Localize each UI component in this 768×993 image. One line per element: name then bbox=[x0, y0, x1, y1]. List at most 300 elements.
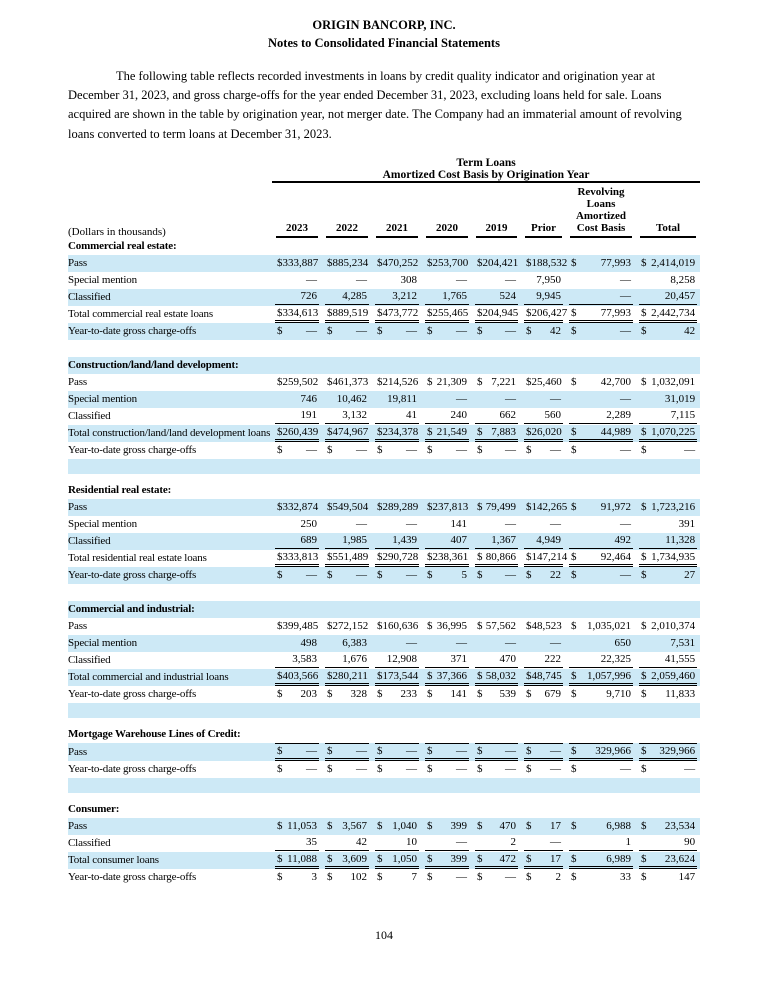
amount-value: — bbox=[456, 870, 467, 883]
table-row bbox=[68, 499, 700, 516]
currency-symbol: $ bbox=[277, 425, 283, 438]
amount-cell bbox=[272, 835, 322, 852]
amount-cell bbox=[566, 442, 636, 459]
amount bbox=[375, 256, 419, 271]
amount bbox=[639, 289, 697, 305]
amount bbox=[325, 443, 369, 458]
amount-cell bbox=[372, 761, 422, 778]
amount bbox=[569, 533, 633, 549]
amount-value: 560 bbox=[544, 409, 561, 422]
row-label: Year-to-date gross charge-offs bbox=[68, 323, 272, 340]
amount-cell bbox=[322, 635, 372, 652]
amount-cell bbox=[372, 818, 422, 835]
amount-value: 1,765 bbox=[442, 290, 467, 303]
amount-value: 403,566 bbox=[282, 669, 319, 682]
currency-symbol: $ bbox=[327, 256, 333, 269]
amount-cell bbox=[422, 567, 472, 584]
amount-value: 7 bbox=[411, 870, 417, 883]
amount-cell bbox=[636, 743, 700, 761]
currency-symbol: $ bbox=[377, 870, 383, 883]
currency-symbol: $ bbox=[377, 669, 383, 682]
column-header-8 bbox=[636, 182, 700, 238]
currency-symbol: $ bbox=[641, 568, 647, 581]
amount-value: 1,057,996 bbox=[587, 669, 631, 682]
amount-cell bbox=[472, 533, 521, 550]
currency-symbol: $ bbox=[327, 870, 333, 883]
amount-cell bbox=[636, 499, 700, 516]
amount-cell bbox=[521, 255, 566, 272]
header-spacer bbox=[68, 169, 272, 182]
amount-cell bbox=[422, 686, 472, 703]
amount-cell bbox=[422, 550, 472, 567]
amount bbox=[569, 687, 633, 702]
amount-value: 234,378 bbox=[382, 425, 419, 438]
currency-symbol: $ bbox=[477, 852, 483, 865]
currency-symbol: $ bbox=[571, 687, 577, 700]
amount-cell bbox=[472, 686, 521, 703]
currency-symbol: $ bbox=[526, 425, 532, 438]
amount-cell bbox=[272, 818, 322, 835]
amount-value: — bbox=[620, 517, 631, 530]
amount bbox=[639, 568, 697, 583]
amount-cell bbox=[636, 408, 700, 425]
amount-value: 20,457 bbox=[664, 290, 696, 303]
amount-value: — bbox=[456, 392, 467, 405]
table-row bbox=[68, 550, 700, 567]
amount bbox=[475, 375, 518, 390]
amount bbox=[425, 375, 469, 390]
amount bbox=[475, 324, 518, 339]
amount bbox=[275, 669, 319, 686]
amount-value: 9,945 bbox=[536, 290, 561, 303]
amount-cell bbox=[566, 652, 636, 669]
section-gap-cell bbox=[68, 474, 700, 482]
amount-value: 255,465 bbox=[432, 306, 469, 319]
row-label: Pass bbox=[68, 376, 87, 389]
amount-value: 328 bbox=[350, 687, 367, 700]
table-row bbox=[68, 761, 700, 778]
amount-value: 524 bbox=[499, 290, 516, 303]
amount bbox=[524, 550, 568, 567]
section-gap-cell bbox=[68, 584, 700, 601]
amount-cell bbox=[272, 869, 322, 886]
amount bbox=[475, 392, 518, 407]
currency-symbol: $ bbox=[427, 568, 433, 581]
currency-symbol: $ bbox=[641, 256, 647, 269]
currency-symbol: $ bbox=[477, 687, 483, 700]
row-label: Classified bbox=[68, 289, 272, 306]
amount bbox=[524, 870, 563, 885]
amount-cell bbox=[322, 669, 372, 686]
amount bbox=[275, 273, 319, 288]
amount bbox=[375, 762, 419, 777]
amount bbox=[325, 743, 369, 761]
amount-value: — bbox=[306, 273, 317, 286]
amount-value: — bbox=[356, 568, 367, 581]
currency-symbol: $ bbox=[526, 324, 532, 337]
currency-symbol: $ bbox=[526, 870, 532, 883]
amount bbox=[425, 256, 469, 271]
amount bbox=[475, 533, 518, 549]
amount-value: 539 bbox=[499, 687, 516, 700]
amount bbox=[569, 289, 633, 305]
currency-symbol: $ bbox=[477, 819, 483, 832]
amount-cell bbox=[472, 852, 521, 869]
amount-cell bbox=[636, 618, 700, 635]
amount bbox=[325, 669, 369, 686]
amount-cell bbox=[566, 255, 636, 272]
currency-symbol: $ bbox=[427, 443, 433, 456]
amount-cell bbox=[636, 425, 700, 442]
amount-value: 3,583 bbox=[292, 653, 317, 666]
currency-symbol: $ bbox=[427, 375, 433, 388]
column-header-label: 2023 bbox=[276, 222, 318, 238]
amount-cell bbox=[472, 618, 521, 635]
section-header-row bbox=[68, 238, 700, 255]
currency-symbol: $ bbox=[377, 425, 383, 438]
amount-cell bbox=[322, 516, 372, 533]
amount bbox=[475, 408, 518, 424]
amount-value: 2,289 bbox=[606, 409, 631, 422]
amount bbox=[524, 669, 563, 686]
currency-symbol: $ bbox=[427, 819, 433, 832]
amount bbox=[275, 636, 319, 651]
amount bbox=[325, 533, 369, 549]
amount bbox=[325, 652, 369, 668]
currency-symbol: $ bbox=[377, 443, 383, 456]
amount bbox=[325, 636, 369, 651]
amount-value: — bbox=[306, 568, 317, 581]
amount-cell bbox=[472, 869, 521, 886]
currency-symbol: $ bbox=[277, 669, 283, 682]
table-row bbox=[68, 408, 700, 425]
amount bbox=[325, 819, 369, 834]
amount bbox=[425, 533, 469, 549]
amount-cell bbox=[566, 516, 636, 533]
currency-symbol: $ bbox=[477, 762, 483, 775]
amount bbox=[569, 392, 633, 407]
currency-symbol: $ bbox=[571, 619, 577, 632]
amount bbox=[375, 568, 419, 583]
amount bbox=[639, 392, 697, 407]
amount-cell bbox=[422, 761, 472, 778]
amount-value: 214,526 bbox=[382, 375, 419, 388]
amount bbox=[524, 408, 563, 424]
amount bbox=[425, 408, 469, 424]
currency-symbol: $ bbox=[571, 443, 577, 456]
amount bbox=[475, 669, 518, 686]
currency-symbol: $ bbox=[277, 744, 283, 757]
amount-value: 42 bbox=[356, 836, 367, 849]
currency-symbol: $ bbox=[277, 870, 283, 883]
amount-cell bbox=[521, 306, 566, 323]
amount bbox=[569, 870, 633, 885]
amount-cell bbox=[521, 323, 566, 340]
amount bbox=[639, 652, 697, 668]
amount bbox=[475, 687, 518, 702]
amount-value: — bbox=[505, 870, 516, 883]
amount-cell bbox=[372, 255, 422, 272]
amount-cell bbox=[272, 272, 322, 289]
amount-cell bbox=[322, 618, 372, 635]
amount bbox=[375, 375, 419, 390]
amount bbox=[524, 443, 563, 458]
amount-value: 3,212 bbox=[392, 290, 417, 303]
currency-symbol: $ bbox=[571, 852, 577, 865]
currency-symbol: $ bbox=[377, 324, 383, 337]
amount bbox=[375, 743, 419, 761]
amount-value: 11,833 bbox=[665, 687, 696, 700]
amount bbox=[475, 568, 518, 583]
amount-cell bbox=[566, 743, 636, 761]
amount bbox=[475, 256, 518, 271]
table-row bbox=[68, 818, 700, 835]
amount-value: — bbox=[356, 443, 367, 456]
amount-value: 5 bbox=[461, 568, 467, 581]
amount-cell bbox=[272, 567, 322, 584]
amount bbox=[475, 636, 518, 651]
amount-cell bbox=[272, 499, 322, 516]
currency-symbol: $ bbox=[477, 744, 483, 757]
amount-value: 10 bbox=[406, 836, 417, 849]
amount-cell bbox=[636, 567, 700, 584]
amount bbox=[375, 819, 419, 834]
amount-value: 23,624 bbox=[664, 852, 696, 865]
amount bbox=[425, 306, 469, 323]
amount-value: 22,325 bbox=[600, 653, 631, 666]
currency-symbol: $ bbox=[641, 425, 647, 438]
amount-cell bbox=[272, 306, 322, 323]
amount bbox=[639, 743, 697, 761]
amount-cell bbox=[322, 761, 372, 778]
amount bbox=[325, 392, 369, 407]
row-label: Year-to-date gross charge-offs bbox=[68, 688, 197, 701]
amount-cell bbox=[521, 550, 566, 567]
amount-value: 2,059,460 bbox=[651, 669, 696, 682]
amount bbox=[639, 306, 697, 323]
currency-symbol: $ bbox=[277, 619, 283, 632]
amount bbox=[325, 762, 369, 777]
amount-value: 26,020 bbox=[531, 425, 562, 438]
amount bbox=[569, 852, 633, 869]
amount-cell bbox=[322, 272, 372, 289]
table-row bbox=[68, 852, 700, 869]
amount-value: — bbox=[505, 636, 516, 649]
amount bbox=[275, 324, 319, 339]
amount bbox=[275, 500, 319, 515]
amount-cell bbox=[566, 374, 636, 391]
amount-value: — bbox=[406, 636, 417, 649]
amount-value: 17 bbox=[550, 819, 561, 832]
amount-cell bbox=[566, 306, 636, 323]
amount bbox=[425, 273, 469, 288]
row-label: Special mention bbox=[68, 518, 137, 531]
amount-cell bbox=[472, 550, 521, 567]
table-body bbox=[68, 238, 700, 886]
amount-value: 250 bbox=[300, 517, 317, 530]
amount bbox=[375, 550, 419, 567]
table-row bbox=[68, 669, 700, 686]
amount-value: 58,032 bbox=[485, 669, 516, 682]
amount-value: — bbox=[406, 443, 417, 456]
currency-symbol: $ bbox=[327, 443, 333, 456]
amount-cell bbox=[636, 818, 700, 835]
currency-symbol: $ bbox=[571, 375, 577, 388]
amount-value: 25,460 bbox=[531, 375, 562, 388]
amount bbox=[375, 687, 419, 702]
amount-value: 470 bbox=[499, 819, 516, 832]
table-row bbox=[68, 289, 700, 306]
currency-symbol: $ bbox=[571, 762, 577, 775]
amount bbox=[425, 687, 469, 702]
table-row bbox=[68, 652, 700, 669]
amount-cell bbox=[521, 852, 566, 869]
currency-symbol: $ bbox=[477, 443, 483, 456]
currency-symbol: $ bbox=[526, 306, 532, 319]
amount-cell bbox=[422, 255, 472, 272]
amount-value: 11,328 bbox=[665, 534, 696, 547]
column-header-row bbox=[68, 182, 700, 238]
amount bbox=[325, 289, 369, 305]
amount-cell bbox=[472, 743, 521, 761]
amount-cell bbox=[322, 533, 372, 550]
amount-cell bbox=[521, 618, 566, 635]
amount-value: 191 bbox=[300, 409, 317, 422]
amount-cell bbox=[566, 686, 636, 703]
amount bbox=[475, 517, 518, 532]
amount-cell bbox=[521, 272, 566, 289]
currency-symbol: $ bbox=[277, 500, 283, 513]
amount-value: 37,366 bbox=[436, 669, 467, 682]
amount-value: — bbox=[550, 392, 561, 405]
amount-value: — bbox=[620, 273, 631, 286]
amount-value: — bbox=[550, 636, 561, 649]
amount-value: — bbox=[550, 744, 561, 757]
amount-value: — bbox=[356, 273, 367, 286]
amount-cell bbox=[566, 391, 636, 408]
amount-value: 6,383 bbox=[342, 636, 367, 649]
amount bbox=[375, 289, 419, 305]
currency-symbol: $ bbox=[571, 819, 577, 832]
amount-value: 23,534 bbox=[664, 819, 696, 832]
currency-symbol: $ bbox=[327, 669, 333, 682]
amount bbox=[475, 762, 518, 777]
currency-symbol: $ bbox=[327, 619, 333, 632]
amount-cell bbox=[472, 516, 521, 533]
amount bbox=[425, 819, 469, 834]
row-label: Total commercial real estate loans bbox=[68, 308, 214, 321]
row-label: Year-to-date gross charge-offs bbox=[68, 444, 197, 457]
amount-cell bbox=[636, 869, 700, 886]
currency-symbol: $ bbox=[377, 619, 383, 632]
amount-value: 27 bbox=[684, 568, 696, 581]
amount bbox=[524, 306, 568, 323]
amount-cell bbox=[272, 408, 322, 425]
currency-symbol: $ bbox=[641, 852, 647, 865]
amount-value: — bbox=[356, 517, 367, 530]
amount-value: 280,211 bbox=[332, 669, 368, 682]
amount-value: 407 bbox=[450, 534, 467, 547]
amount-cell bbox=[272, 533, 322, 550]
section-title: Commercial and industrial: bbox=[68, 601, 700, 618]
currency-symbol: $ bbox=[277, 306, 283, 319]
amount bbox=[524, 289, 563, 305]
amount-cell bbox=[372, 391, 422, 408]
amount bbox=[569, 619, 633, 634]
amount-cell bbox=[422, 391, 472, 408]
shaded-band bbox=[68, 703, 700, 718]
amount-value: 79,499 bbox=[485, 500, 516, 513]
amount bbox=[569, 762, 633, 777]
currency-symbol: $ bbox=[277, 256, 283, 269]
amount-cell bbox=[566, 635, 636, 652]
currency-symbol: $ bbox=[526, 762, 532, 775]
amount-cell bbox=[521, 869, 566, 886]
amount-cell bbox=[636, 272, 700, 289]
amount-cell bbox=[566, 835, 636, 852]
amount-value: 147 bbox=[678, 870, 696, 883]
amount bbox=[639, 533, 697, 549]
amount bbox=[325, 568, 369, 583]
amount-value: 6,989 bbox=[606, 852, 631, 865]
amount-value: 102 bbox=[350, 870, 367, 883]
currency-symbol: $ bbox=[377, 256, 383, 269]
amount bbox=[524, 819, 563, 834]
amount-value: 1,367 bbox=[491, 534, 516, 547]
amount-cell bbox=[322, 852, 372, 869]
amount bbox=[325, 306, 369, 323]
amount-value: — bbox=[456, 443, 467, 456]
amount bbox=[425, 568, 469, 583]
row-label: Year-to-date gross charge-offs bbox=[68, 871, 197, 884]
currency-symbol: $ bbox=[526, 256, 532, 269]
amount-value: — bbox=[550, 836, 561, 849]
row-label: Total consumer loans bbox=[68, 852, 272, 869]
amount-cell bbox=[322, 567, 372, 584]
amount-value: 8,258 bbox=[670, 273, 696, 286]
currency-symbol: $ bbox=[641, 375, 647, 388]
amount bbox=[569, 273, 633, 288]
amount-cell bbox=[636, 686, 700, 703]
shaded-band bbox=[68, 778, 700, 793]
amount bbox=[524, 425, 563, 442]
amount-cell bbox=[566, 567, 636, 584]
row-label: Classified bbox=[68, 410, 111, 423]
amount-cell bbox=[521, 442, 566, 459]
amount-value: 7,115 bbox=[670, 409, 696, 422]
amount-cell bbox=[636, 835, 700, 852]
amount bbox=[275, 425, 319, 442]
amount-cell bbox=[322, 374, 372, 391]
row-label: Pass bbox=[68, 620, 87, 633]
amount bbox=[569, 819, 633, 834]
amount bbox=[569, 500, 633, 515]
amount-cell bbox=[272, 425, 322, 442]
page-subtitle: Notes to Consolidated Financial Statements bbox=[268, 36, 500, 50]
currency-symbol: $ bbox=[571, 568, 577, 581]
amount-cell bbox=[372, 618, 422, 635]
amount bbox=[275, 289, 319, 305]
amount bbox=[425, 870, 469, 885]
amount bbox=[375, 870, 419, 885]
table-row bbox=[68, 306, 700, 323]
amount-cell bbox=[422, 652, 472, 669]
amount-value: 240 bbox=[450, 409, 467, 422]
amount-cell bbox=[566, 618, 636, 635]
amount bbox=[275, 392, 319, 407]
section-header-row bbox=[68, 357, 700, 374]
column-header-6 bbox=[521, 182, 566, 238]
